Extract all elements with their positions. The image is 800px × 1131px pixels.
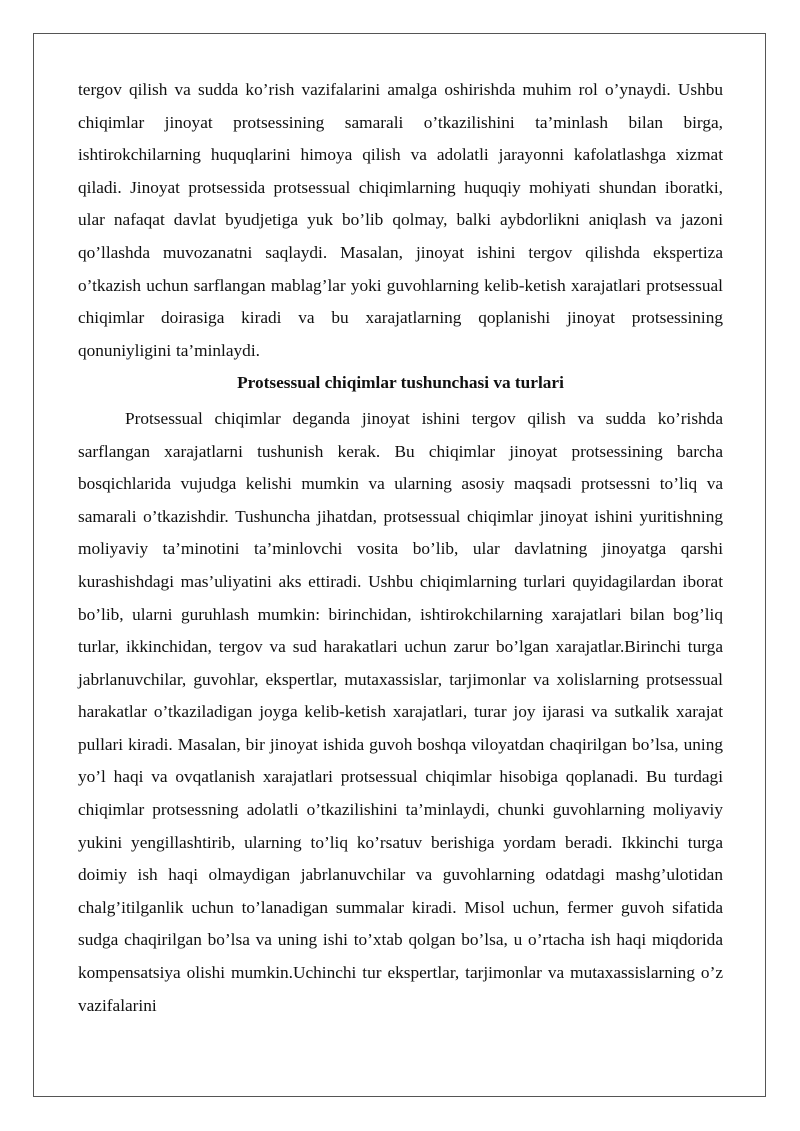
section-heading: Protsessual chiqimlar tushunchasi va turlari: [237, 373, 564, 393]
paragraph-intro-continuation: tergov qilish va sudda ko’rish vazifalarini amalga oshirishda muhim rol o’ynaydi. Ushbu chiqimlar jinoyat protsessining samarali o’tkazilishini ta’minlash bilan birga, ishtirokchilarning huquqlarini himoya qilish va adolatli jarayonni kafolatlashga xizmat qiladi. Jinoyat protsessida protsessual chiqimlarning huquqiy mohiyati shundan iboratki, ular nafaqat davlat byudjetiga yuk bo’lib qolmay, balki aybdorlikni aniqlash va jazoni qo’llashda muvozanatni saqlaydi. Masalan, jinoyat ishini tergov qilishda ekspertiza o’tkazish uchun sarflangan mablag’lar yoki guvohlarning kelib-ketish xarajatlari protsessual chiqimlar doirasiga kiradi va bu xarajatlarning qoplanishi jinoyat protsessining qonuniyligini ta’minlaydi.: [78, 80, 723, 360]
document-body: [78, 74, 723, 1022]
paragraph-definition-and-types: Protsessual chiqimlar deganda jinoyat ishini tergov qilish va sudda ko’rishda sarflangan xarajatlarni tushunish kerak. Bu chiqimlar jinoyat protsessining barcha bosqichlarida vujudga kelishi mumkin va ularning asosiy maqsadi protsessni to’liq va samarali o’tkazishdir. Tushuncha jihatdan, protsessual chiqimlar jinoyat ishini yuritishning moliyaviy ta’minotini ta’minlovchi vosita bo’lib, ular davlatning jinoyatga qarshi kurashishdagi mas’uliyatini aks ettiradi. Ushbu chiqimlarning turlari quyidagilardan iborat bo’lib, ularni guruhlash mumkin: birinchidan, ishtirokchilarning xarajatlari bilan bog’liq turlar, ikkinchidan, tergov va sud harakatlari uchun zarur bo’lgan xarajatlar.Birinchi turga jabrlanuvchilar, guvohlar, ekspertlar, mutaxassislar, tarjimonlar va xolislarning protsessual harakatlar o’tkaziladigan joyga kelib-ketish xarajatlari, turar joy ijarasi va sutkalik xarajat pullari kiradi. Masalan, bir jinoyat ishida guvoh boshqa viloyatdan chaqirilgan bo’lsa, uning yo’l haqi va ovqatlanish xarajatlari protsessual chiqimlar hisobiga qoplanadi. Bu turdagi chiqimlar protsessning adolatli o’tkazilishini ta’minlaydi, chunki guvohlarning moliyaviy yukini yengillashtirib, ularning to’liq ko’rsatuv berishiga yordam beradi. Ikkinchi turga doimiy ish haqi olmaydigan jabrlanuvchilar va guvohlarning odatdagi mashg’ulotidan chalg’itilganlik uchun to’lanadigan summalar kiradi. Misol uchun, fermer guvoh sifatida sudga chaqirilgan bo’lsa va uning ishi to’xtab qolgan bo’lsa, u o’rtacha ish haqi miqdorida kompensatsiya olishi mumkin.Uchinchi tur ekspertlar, tarjimonlar va mutaxassislarning o’z vazifalarini: [78, 408, 723, 1015]
section-heading-wrap: [78, 367, 723, 400]
